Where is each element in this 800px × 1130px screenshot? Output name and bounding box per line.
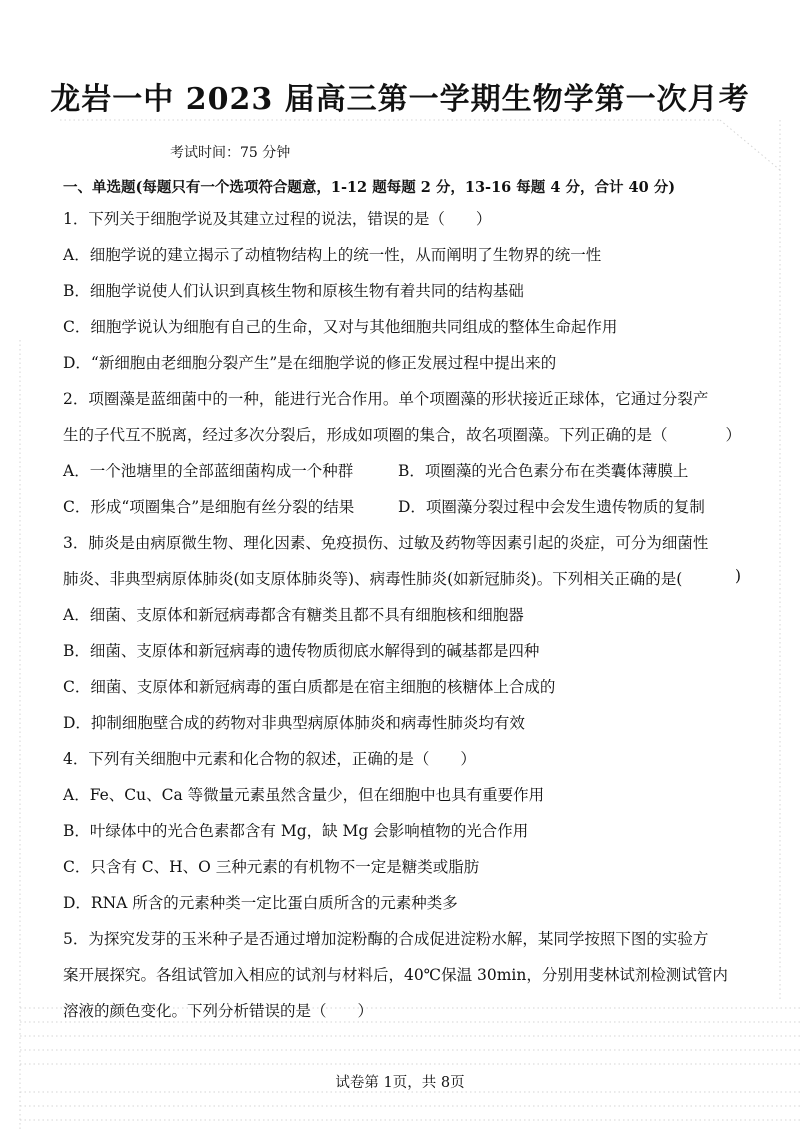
question-2-options-row-2	[63, 495, 753, 517]
question-1-option-a: A．细胞学说的建立揭示了动植物结构上的统一性，从而阐明了生物界的统一性	[63, 246, 602, 264]
page-footer: 试卷第 1页，共 8页	[335, 1075, 465, 1091]
question-2-stem-line-2-text: 生的子代互不脱离，经过多次分裂后，形成如项圈的集合，故名项圈藻。下列正确的是（	[63, 426, 668, 444]
question-3-option-c: C．细菌、支原体和新冠病毒的蛋白质都是在宿主细胞的核糖体上合成的	[63, 678, 556, 696]
question-4-option-a: A．Fe、Cu、Ca 等微量元素虽然含量少，但在细胞中也具有重要作用	[63, 786, 545, 804]
question-3-paren-close: )	[734, 567, 741, 585]
question-4-stem: 4．下列有关细胞中元素和化合物的叙述，正确的是（ ）	[63, 750, 476, 768]
question-2-option-a: A．一个池塘里的全部蓝细菌构成一个种群	[63, 462, 354, 480]
question-2-option-b: B．项圈藻的光合色素分布在类囊体薄膜上	[398, 462, 689, 480]
question-2-option-c: C．形成“项圈集合”是细胞有丝分裂的结果	[63, 498, 355, 516]
exam-time: 考试时间：75 分钟	[170, 145, 291, 161]
question-3-option-d: D．抑制细胞壁合成的药物对非典型病原体肺炎和病毒性肺炎均有效	[63, 714, 525, 732]
question-3-stem-line-2-text: 肺炎、非典型病原体肺炎(如支原体肺炎等)、病毒性肺炎(如新冠肺炎)。下列相关正确的是(	[63, 570, 683, 588]
question-5-stem-line-1: 5．为探究发芽的玉米种子是否通过增加淀粉酶的合成促进淀粉水解，某同学按照下图的实验方	[63, 930, 709, 948]
question-2-options-row-1	[63, 459, 753, 481]
question-5-stem-line-2: 案开展探究。各组试管加入相应的试剂与材料后，40℃保温 30min，分别用斐林试剂检测试管内	[63, 966, 728, 984]
section-heading: 一、单选题(每题只有一个选项符合题意，1-12 题每题 2 分，13-16 每题 4 分，合计 40 分)	[63, 179, 676, 196]
question-1-option-c: C．细胞学说认为细胞有自己的生命，又对与其他细胞共同组成的整体生命起作用	[63, 318, 618, 336]
question-3-option-b: B．细菌、支原体和新冠病毒的遗传物质彻底水解得到的碱基都是四种	[63, 642, 540, 660]
question-2-stem-line-2	[63, 423, 741, 445]
page-title: 龙岩一中 2023 届高三第一学期生物学第一次月考	[50, 82, 750, 117]
question-1-stem: 1．下列关于细胞学说及其建立过程的说法，错误的是（ ）	[63, 210, 492, 228]
question-3-stem-line-1: 3．肺炎是由病原微生物、理化因素、免疫损伤、过敏及药物等因素引起的炎症，可分为细菌性	[63, 534, 709, 552]
question-3-option-a: A．细菌、支原体和新冠病毒都含有糖类且都不具有细胞核和细胞器	[63, 606, 524, 624]
question-2-paren-close: ）	[725, 426, 741, 444]
question-5-stem-line-3: 溶液的颜色变化。下列分析错误的是（ ）	[63, 1002, 374, 1020]
question-4-option-b: B．叶绿体中的光合色素都含有 Mg，缺 Mg 会影响植物的光合作用	[63, 822, 529, 840]
question-1-option-b: B．细胞学说使人们认识到真核生物和原核生物有着共同的结构基础	[63, 282, 524, 300]
question-2-stem-line-1: 2．项圈藻是蓝细菌中的一种，能进行光合作用。单个项圈藻的形状接近正球体，它通过分裂产	[63, 390, 709, 408]
question-3-stem-line-2	[63, 567, 741, 589]
question-1-option-d: D．“新细胞由老细胞分裂产生”是在细胞学说的修正发展过程中提出来的	[63, 354, 557, 372]
question-4-option-d: D．RNA 所含的元素种类一定比蛋白质所含的元素种类多	[63, 894, 458, 912]
question-2-option-d: D．项圈藻分裂过程中会发生遗传物质的复制	[398, 498, 705, 516]
question-4-option-c: C．只含有 C、H、O 三种元素的有机物不一定是糖类或脂肪	[63, 858, 480, 876]
